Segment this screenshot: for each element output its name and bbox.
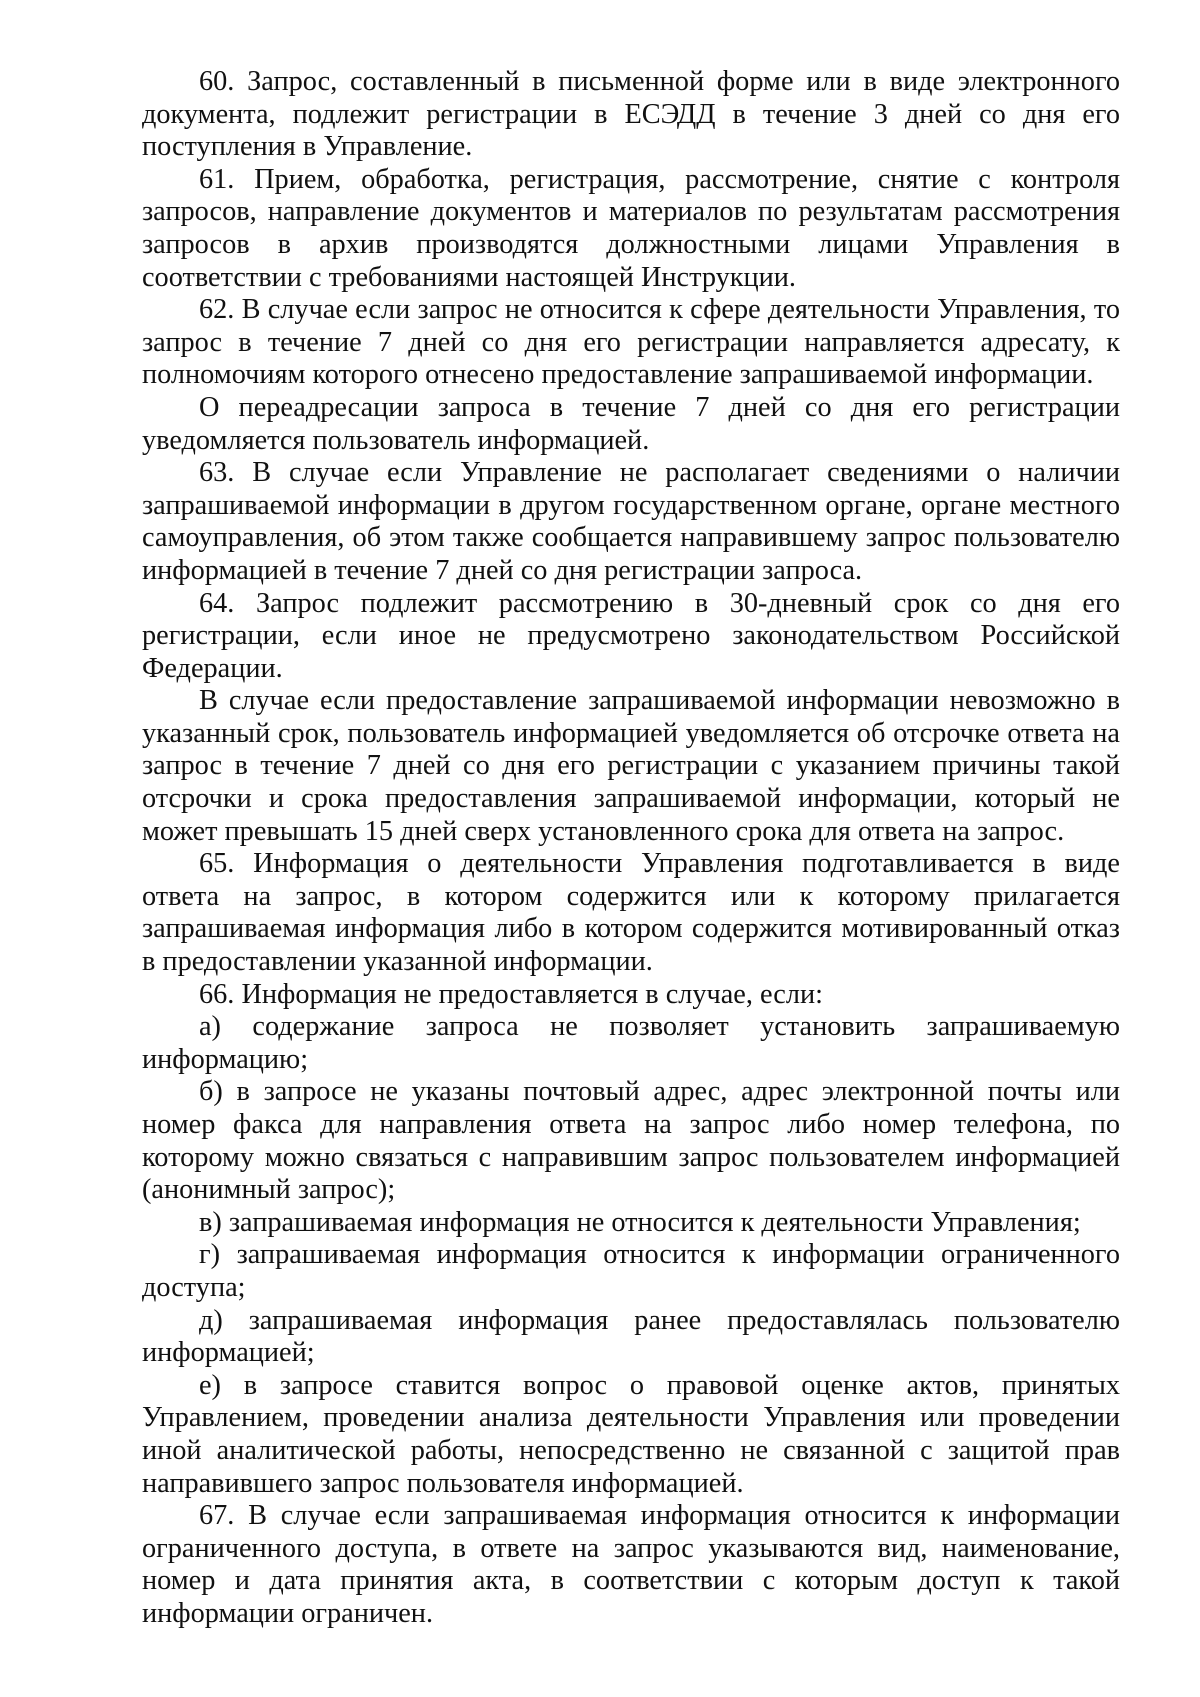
document-page [142, 66, 1120, 1631]
list-item-a: а) содержание запроса не позволяет установить запрашиваемую информацию; [142, 1011, 1120, 1075]
list-item-g: г) запрашиваемая информация относится к информации ограниченного доступа; [142, 1239, 1120, 1303]
list-item-v: в) запрашиваемая информация не относится к деятельности Управления; [199, 1206, 1081, 1238]
paragraph-63: 63. В случае если Управление не располагает сведениями о наличии запрашиваемой информации в другом государственном органе, органе местного самоуправления, об этом также сообщается направившему запрос пользователю информацией в течение 7 дней со дня регистрации запроса. [142, 457, 1120, 586]
paragraph-67: 67. В случае если запрашиваемая информация относится к информации ограниченного доступа, в ответе на запрос указываются вид, наименование, номер и дата принятия акта, в соответствии с которым доступ к такой информации ограничен. [142, 1500, 1120, 1629]
paragraph-62: 62. В случае если запрос не относится к сфере деятельности Управления, то запрос в течение 7 дней со дня его регистрации направляется адресату, к полномочиям которого отнесено предоставление запрашиваемой информации. [142, 294, 1120, 391]
paragraph-62-redirect: О переадресации запроса в течение 7 дней со дня его регистрации уведомляется пользователь информацией. [142, 391, 1120, 456]
paragraph-64-deferral: В случае если предоставление запрашиваемой информации невозможно в указанный срок, пользователь информацией уведомляется об отсрочке ответа на запрос в течение 7 дней со дня его регистрации с указанием причины такой отсрочки и срока предоставления запрашиваемой информации, который не может превышать 15 дней сверх установленного срока для ответа на запрос. [142, 685, 1120, 847]
list-item-d: д) запрашиваемая информация ранее предоставлялась пользователю информацией; [142, 1304, 1120, 1369]
paragraph-65: 65. Информация о деятельности Управления подготавливается в виде ответа на запрос, в котором содержится или к которому прилагается запрашиваемая информация либо в котором содержится мотивированный отказ в предоставлении указанной информации. [142, 848, 1120, 978]
paragraph-61: 61. Прием, обработка, регистрация, рассмотрение, снятие с контроля запросов, направление документов и материалов по результатам рассмотрения запросов в архив производятся должностными лицами Управления в соответствии с требованиями настоящей Инструкции. [142, 163, 1120, 293]
paragraph-60: 60. Запрос, составленный в письменной форме или в виде электронного документа, подлежит регистрации в ЕСЭДД в течение 3 дней со дня его поступления в Управление. [142, 66, 1120, 163]
paragraph-64: 64. Запрос подлежит рассмотрению в 30-дневный срок со дня его регистрации, если иное не предусмотрено законодательством Российской Федерации. [142, 587, 1120, 684]
paragraph-66: 66. Информация не предоставляется в случае, если: [199, 978, 823, 1010]
list-item-e: е) в запросе ставится вопрос о правовой оценке актов, принятых Управлением, проведении анализа деятельности Управления или проведении иной аналитической работы, непосредственно не связанной с защитой прав направившего запрос пользователя информацией. [142, 1369, 1120, 1499]
list-item-b: б) в запросе не указаны почтовый адрес, адрес электронной почты или номер факса для направления ответа на запрос либо номер телефона, по которому можно связаться с направившим запрос пользователем информацией (анонимный запрос); [142, 1076, 1120, 1206]
